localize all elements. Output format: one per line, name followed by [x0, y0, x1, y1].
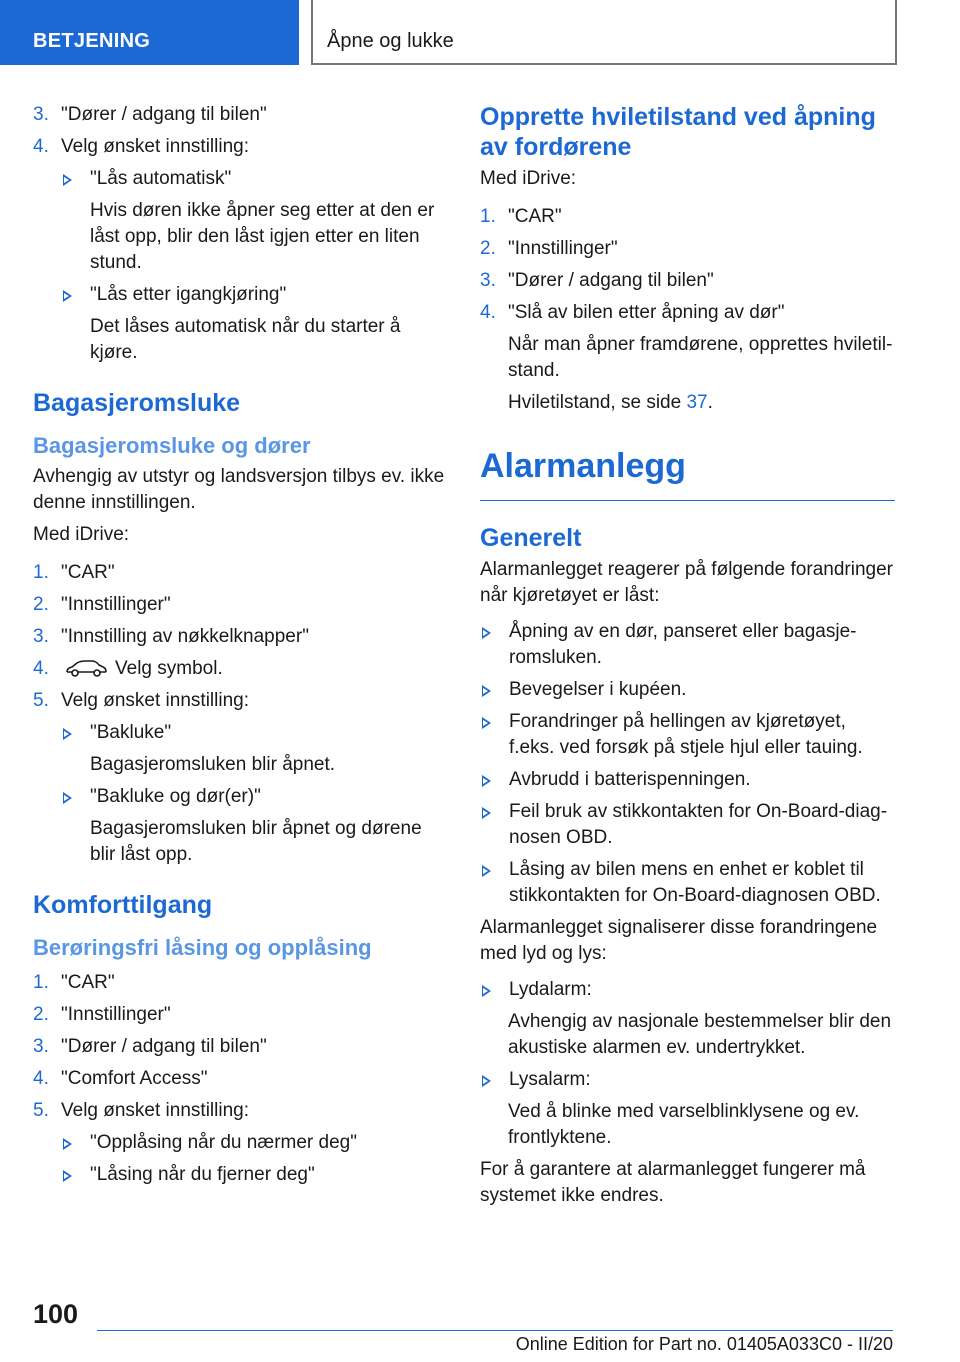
subheading-komfort: Berøringsfri låsing og opplåsing [33, 935, 372, 960]
footer-divider [97, 1330, 893, 1331]
bullet-text: Låsing av bilen mens en enhet er koblet til stikkontakten for On-Board-diagnosen OBD. [509, 859, 881, 906]
subheading-bagasje: Bagasjeromsluke og dører [33, 433, 311, 458]
step-text: Velg ønsket innstilling: [61, 1100, 249, 1121]
list-item [480, 236, 895, 262]
bullet-item [480, 709, 895, 761]
bullet-text: Bevegelser i kupéen. [509, 679, 687, 700]
bullet-description: Ved å blinke med varselblinklysene og ev. frontlyktene. [508, 1101, 860, 1148]
step-text: Velg ønsket innstilling: [61, 690, 249, 711]
bullet-item [61, 1130, 445, 1156]
bullet-text: "Låsing når du fjerner deg" [90, 1164, 315, 1185]
step-number: 1. [33, 972, 49, 993]
triangle-bullet-icon [482, 775, 491, 787]
step-number: 2. [480, 238, 496, 259]
triangle-bullet-icon [482, 627, 491, 639]
list-item [33, 688, 445, 714]
bullet-item [480, 1067, 895, 1093]
paragraph: Alarmanlegget signaliserer disse forandringene med lyd og lys: [480, 917, 878, 964]
list-item [33, 1034, 445, 1060]
list-item [33, 134, 445, 160]
bullet-item [480, 767, 895, 793]
step-text: Velg symbol. [115, 658, 223, 679]
chapter-label: BETJENING [33, 30, 151, 52]
chapter-heading-alarm: Alarmanlegg [480, 444, 895, 501]
step-text: "CAR" [508, 206, 562, 227]
step-text: "Innstillinger" [508, 238, 618, 259]
bullet-item [61, 166, 445, 192]
bullet-text: Lydalarm: [509, 979, 592, 1000]
list-item [33, 1002, 445, 1028]
car-key-icon [65, 659, 107, 677]
list-item [480, 204, 895, 230]
step-number: 4. [33, 658, 49, 679]
list-item [33, 656, 445, 682]
step-number: 3. [33, 104, 49, 125]
step-text: "Innstilling av nøkkelknapper" [61, 626, 309, 647]
idrive-label: Med iDrive: [480, 168, 577, 189]
bullet-item [480, 857, 895, 909]
triangle-bullet-icon [482, 807, 491, 819]
step-number: 4. [33, 1068, 49, 1089]
step-text: "Innstillinger" [61, 594, 171, 615]
step-number: 2. [33, 594, 49, 615]
bullet-text: "Lås automatisk" [90, 168, 232, 189]
subheading-generelt: Generelt [480, 524, 582, 552]
bullet-item [61, 720, 445, 746]
right-column [480, 102, 895, 1215]
list-item [33, 624, 445, 650]
step-number: 3. [33, 626, 49, 647]
bullet-text: Åpning av en dør, panseret eller bagasjeromsluken. [509, 621, 857, 668]
list-item [33, 560, 445, 586]
bullet-item [61, 282, 445, 308]
step-number: 5. [33, 690, 49, 711]
paragraph: For å garantere at alarmanlegget fungerer må systemet ikke endres. [480, 1159, 866, 1206]
step-text: "Comfort Access" [61, 1068, 208, 1089]
step-text: "Dører / adgang til bilen" [508, 270, 714, 291]
bullet-text: Feil bruk av stikkontakten for On-Board-diagnosen OBD. [509, 801, 888, 848]
step-text: "Dører / adgang til bilen" [61, 104, 267, 125]
bullet-text: "Opplåsing når du nærmer deg" [90, 1132, 357, 1153]
bullet-text: "Bakluke og dør(er)" [90, 786, 261, 807]
bullet-text: Avbrudd i batterispenningen. [509, 769, 751, 790]
triangle-bullet-icon [482, 1075, 491, 1087]
triangle-bullet-icon [63, 728, 72, 740]
triangle-bullet-icon [63, 174, 72, 186]
paragraph: Alarmanlegget reagerer på følgende forandringer når kjøretøyet er låst: [480, 559, 893, 606]
list-item [33, 102, 445, 128]
step-number: 3. [480, 270, 496, 291]
triangle-bullet-icon [482, 685, 491, 697]
bullet-item [61, 784, 445, 810]
list-item [33, 970, 445, 996]
list-item [33, 592, 445, 618]
step-number: 5. [33, 1100, 49, 1121]
section-header [311, 0, 897, 65]
bullet-item [480, 619, 895, 671]
step-number: 1. [480, 206, 496, 227]
step-text: "CAR" [61, 562, 115, 583]
page-link[interactable]: 37 [686, 392, 708, 413]
bullet-description: Bagasjeromsluken blir åpnet. [90, 754, 336, 775]
triangle-bullet-icon [482, 717, 491, 729]
step-number: 2. [33, 1004, 49, 1025]
left-column [33, 102, 445, 1194]
subheading-hviletilstand: Opprette hviletilstand ved åpning av fordørene [480, 103, 876, 161]
step-number: 4. [480, 302, 496, 323]
step-number: 1. [33, 562, 49, 583]
step-text: "Innstillinger" [61, 1004, 171, 1025]
bullet-description: Avhengig av nasjonale bestemmelser blir den akustiske alarmen ev. undertrykket. [508, 1011, 892, 1058]
triangle-bullet-icon [482, 985, 491, 997]
step-text: "Slå av bilen etter åpning av dør" [508, 302, 785, 323]
step-description: Når man åpner framdørene, opprettes hviletilstand. [508, 334, 893, 381]
bullet-item [480, 677, 895, 703]
triangle-bullet-icon [63, 1170, 72, 1182]
edition-note: Online Edition for Part no. 01405A033C0 - II/20 [515, 1334, 893, 1354]
step-number: 4. [33, 136, 49, 157]
page-number: 100 [33, 1299, 79, 1329]
triangle-bullet-icon [63, 1138, 72, 1150]
reference-suffix: . [707, 392, 713, 413]
list-item [480, 268, 895, 294]
step-number: 3. [33, 1036, 49, 1057]
bullet-item [480, 799, 895, 851]
bullet-text: "Bakluke" [90, 722, 172, 743]
chapter-tab [0, 0, 299, 65]
triangle-bullet-icon [63, 792, 72, 804]
bullet-description: Det låses automatisk når du starter å kjøre. [90, 316, 401, 363]
list-item [480, 300, 895, 326]
idrive-label: Med iDrive: [33, 524, 130, 545]
list-item [33, 1098, 445, 1124]
bullet-description: Hvis døren ikke åpner seg etter at den er låst opp, blir den låst igjen etter en liten stund. [90, 200, 435, 273]
section-heading-bagasje: Bagasjeromsluke [33, 389, 241, 417]
bullet-description: Bagasjeromsluken blir åpnet og dørene blir låst opp. [90, 818, 422, 865]
step-text: Velg ønsket innstilling: [61, 136, 249, 157]
section-title: Åpne og lukke [327, 30, 454, 52]
step-text: "CAR" [61, 972, 115, 993]
bullet-text: "Lås etter igangkjøring" [90, 284, 287, 305]
paragraph: Avhengig av utstyr og landsversjon tilbys ev. ikke denne innstillingen. [33, 466, 445, 513]
bullet-item [480, 977, 895, 1003]
list-item [33, 1066, 445, 1092]
step-text: "Dører / adgang til bilen" [61, 1036, 267, 1057]
bullet-text: Forandringer på hellingen av kjøretøyet, f.eks. ved forsøk på stjele hjul eller tauing. [509, 711, 863, 758]
triangle-bullet-icon [482, 865, 491, 877]
reference-text: Hviletilstand, se side [508, 392, 687, 413]
bullet-item [61, 1162, 445, 1188]
bullet-text: Lysalarm: [509, 1069, 591, 1090]
triangle-bullet-icon [63, 290, 72, 302]
section-heading-komfort: Komforttilgang [33, 891, 213, 919]
page-reference [480, 390, 895, 416]
